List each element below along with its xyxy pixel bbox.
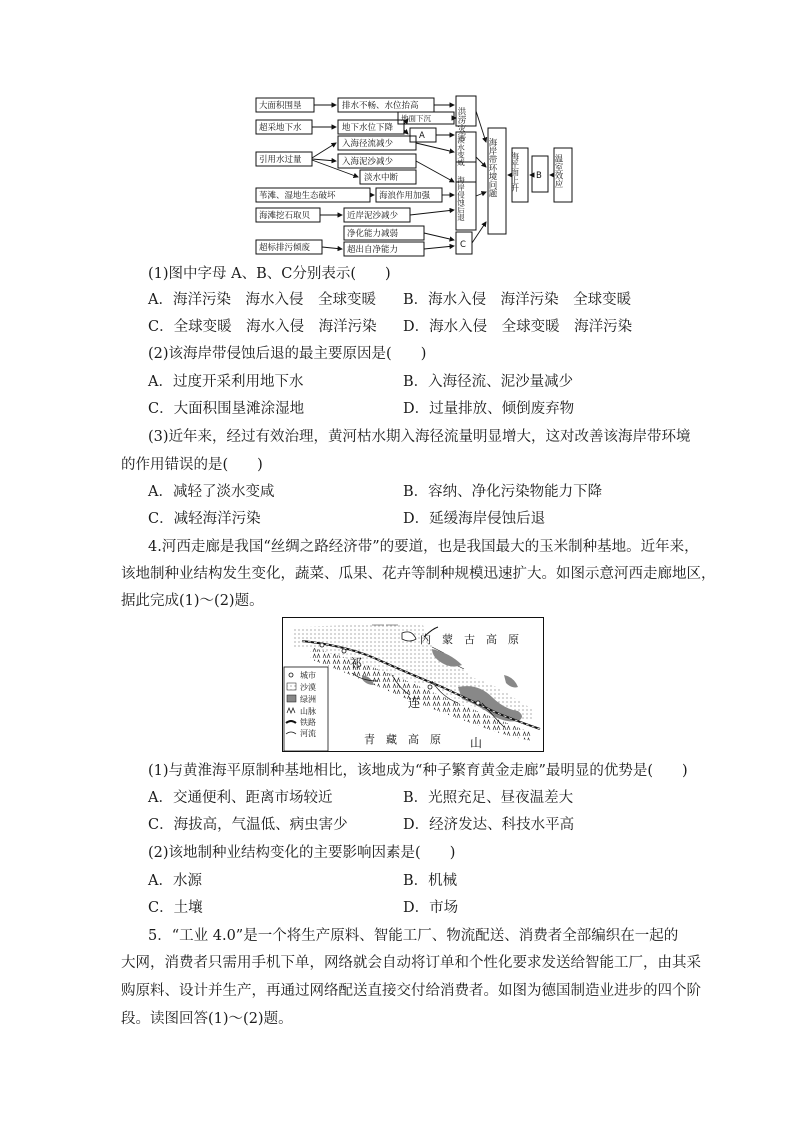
city-4 [476,701,480,705]
label-coastenv: 海岸带环境问题 [487,138,497,198]
label-drain: 排水不畅、水位抬高 [342,101,419,111]
legend-railway: 铁路 [300,718,316,727]
label-erosion: 海岸侵蚀后退 [456,176,466,221]
q3-3-option-b[interactable]: B．容纳、净化污染物能力下降 [403,484,603,500]
q3-3-stem-line2: 的作用错误的是( ) [121,457,263,473]
legend-mountain: 山脉 [300,707,316,716]
legend-desert: 沙漠 [300,683,316,692]
label-qilian-2: 连 [408,696,421,710]
label-qilian-1: 祁 [350,656,363,670]
q4-1-option-d[interactable]: D．经济发达、科技水平高 [403,817,575,833]
label-eco: 苇滩、湿地生态破坏 [259,191,336,201]
q3-3-option-d[interactable]: D．延缓海岸侵蚀后退 [403,511,546,527]
city-2 [342,649,346,653]
label-overpump: 超采地下水 [259,123,302,133]
label-reclaim: 大面积围垦 [259,101,302,111]
label-flood: 洪涝灾害 [456,107,466,141]
label-sediment: 入海泥沙减少 [342,157,394,167]
label-wave: 海浪作用加强 [379,191,431,201]
q3-2-option-b[interactable]: B．入海径流、泥沙量减少 [403,374,574,390]
legend-desert-icon [287,683,296,690]
label-gwdrop: 地下水位下降 [342,123,394,133]
map-legend [284,667,328,751]
label-purify: 净化能力减弱 [347,229,399,239]
flow-diagram-svg [250,92,580,260]
q5-line1: 5．“工业 4.0”是一个将生产原料、智能工厂、物流配送、消费者全部编织在一起的 [148,928,679,944]
q4-2-option-d[interactable]: D．市场 [403,900,459,916]
label-greenhouse: 温室效应 [553,154,563,188]
q3-1-stem: (1)图中字母 A、B、C分别表示( ) [148,266,391,282]
label-runoff: 入海径流减少 [342,139,394,149]
label-divert: 引用水过量 [259,155,302,165]
q3-1-option-a[interactable]: A．海洋污染 海水入侵 全球变暖 [148,292,376,308]
city-3 [428,685,432,689]
q4-2-stem: (2)该地制种业结构变化的主要影响因素是( ) [148,845,456,861]
q4-intro-line2: 该地制种业结构发生变化，蔬菜、瓜果、花卉等制种规模迅速扩大。如图示意河西走廊地区， [121,566,716,582]
q5-line3: 购原料、设计并生产，再通过网络配送直接交付给消费者。如图为德国制造业进步的四个阶 [121,983,701,999]
q3-3-stem-line1: (3)近年来，经过有效治理，黄河枯水期入海径流量明显增大，这对改善该海岸带环境 [148,429,691,445]
label-b: B [536,171,542,181]
q4-1-stem: (1)与黄淮海平原制种基地相比，该地成为“种子繁育黄金走廊”最明显的优势是( ) [148,763,688,779]
q4-2-option-b[interactable]: B．机械 [403,873,458,889]
q4-intro-line3: 据此完成(1)～(2)题。 [121,593,264,609]
q3-2-option-a[interactable]: A．过度开采利用地下水 [148,374,304,390]
legend-city: 城市 [300,671,316,680]
label-mongolia-plateau: 内 蒙 古 高 原 [420,633,519,646]
hexi-corridor-map [282,617,544,752]
q5-line2: 大网，消费者只需用手机下单，网络就会自动将订单和个性化要求发送给智能工厂，由其采 [121,955,701,971]
q4-1-option-a[interactable]: A．交通便利、距离市场较近 [148,790,333,806]
q3-2-option-d[interactable]: D．过量排放、倾倒废弃物 [403,401,575,417]
label-freshsalt: 淡水变咸 [456,136,466,166]
label-c: C [460,240,466,250]
label-qingzang-plateau: 青 藏 高 原 [364,733,441,746]
label-subsid: 地面下沉 [401,114,431,123]
legend-oasis: 绿洲 [300,695,316,704]
q3-1-option-c[interactable]: C．全球变暖 海水入侵 海洋污染 [148,319,377,335]
label-sewage: 超标排污倾废 [259,243,311,253]
coastal-problem-diagram [250,92,580,260]
map-svg [282,617,544,752]
q3-3-option-c[interactable]: C．减轻海洋污染 [148,511,261,527]
label-freshcut: 淡水中断 [364,173,399,183]
q3-1-option-b[interactable]: B．海水入侵 海洋污染 全球变暖 [403,292,632,308]
label-a: A [419,131,425,141]
q4-intro-line1: 4.河西走廊是我国“丝绸之路经济带”的要道，也是我国最大的玉米制种基地。近年来， [148,539,699,555]
q3-3-option-a[interactable]: A．减轻了淡水变咸 [148,484,275,500]
q3-2-option-c[interactable]: C．大面积围垦滩涂湿地 [148,401,305,417]
label-nearsand: 近岸泥沙减少 [347,211,399,221]
legend-oasis-icon [287,695,296,702]
label-sealevel: 海平面上升 [510,152,520,192]
legend-river: 河流 [300,729,316,738]
legend-city-icon [289,673,293,677]
q3-2-stem: (2)该海岸带侵蚀后退的最主要原因是( ) [148,346,427,362]
q3-1-option-d[interactable]: D．海水入侵 全球变暖 海洋污染 [403,319,633,335]
q4-1-option-b[interactable]: B．光照充足、昼夜温差大 [403,790,574,806]
label-sand: 海滩挖石取贝 [259,211,311,221]
q4-2-option-a[interactable]: A．水源 [148,873,202,889]
q4-1-option-c[interactable]: C．海拔高，气温低、病虫害少 [148,817,348,833]
label-qilian-3: 山 [470,736,483,750]
label-selfclean: 超出自净能力 [347,245,399,255]
q5-line4: 段。读图回答(1)～(2)题。 [121,1011,293,1027]
q4-2-option-c[interactable]: C．土壤 [148,900,203,916]
city-1 [320,643,324,647]
